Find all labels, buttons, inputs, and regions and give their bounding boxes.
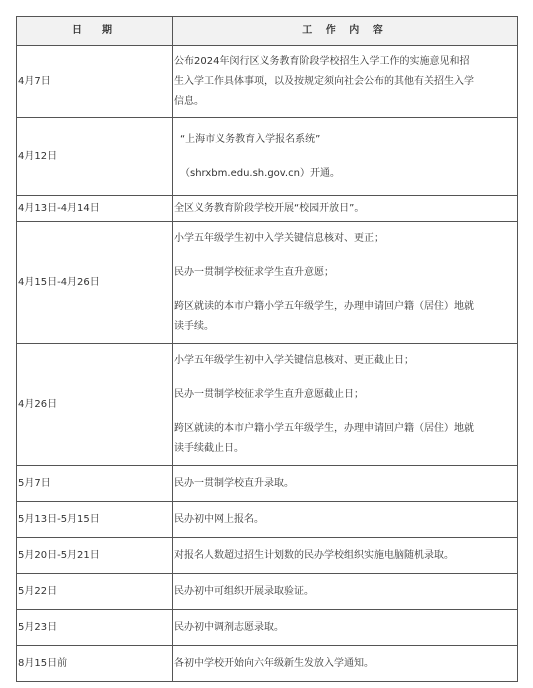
table-row bbox=[17, 610, 518, 646]
table-row bbox=[17, 574, 518, 610]
table-row bbox=[17, 502, 518, 538]
enrollment-schedule-table bbox=[16, 16, 518, 682]
date-cell: 5月7日 bbox=[17, 466, 173, 502]
content-line: 小学五年级学生初中入学关键信息核对、更正； bbox=[174, 232, 384, 244]
content-line: （shrxbm.edu.sh.gov.cn）开通。 bbox=[180, 167, 340, 179]
content-line: 生入学工作具体事项，以及按规定须向社会公布的其他有关招生入学 bbox=[174, 75, 474, 87]
content-cell: 各初中学校开始向六年级新生发放入学通知。 bbox=[173, 646, 518, 682]
table-header-row bbox=[17, 17, 518, 46]
table-row bbox=[17, 196, 518, 222]
table-row bbox=[17, 466, 518, 502]
date-cell: 8月15日前 bbox=[17, 646, 173, 682]
content-line: 民办一贯制学校征求学生直升意愿截止日； bbox=[174, 388, 364, 400]
table-row bbox=[17, 222, 518, 344]
content-cell bbox=[173, 46, 518, 118]
content-cell bbox=[173, 344, 518, 466]
content-cell: 民办初中网上报名。 bbox=[173, 502, 518, 538]
table-row bbox=[17, 118, 518, 196]
content-cell bbox=[173, 222, 518, 344]
content-cell: 全区义务教育阶段学校开展“校园开放日”。 bbox=[173, 196, 518, 222]
date-cell: 4月26日 bbox=[17, 344, 173, 466]
date-cell: 4月15日-4月26日 bbox=[17, 222, 173, 344]
content-column-header: 工 作 内 容 bbox=[173, 17, 518, 46]
date-cell: 4月12日 bbox=[17, 118, 173, 196]
content-line: 读手续。 bbox=[174, 320, 214, 332]
table-row bbox=[17, 646, 518, 682]
content-cell bbox=[173, 118, 518, 196]
content-cell: 民办初中可组织开展录取验证。 bbox=[173, 574, 518, 610]
date-cell: 5月13日-5月15日 bbox=[17, 502, 173, 538]
content-line: 跨区就读的本市户籍小学五年级学生，办理申请回户籍（居住）地就 bbox=[174, 422, 474, 434]
date-cell: 5月23日 bbox=[17, 610, 173, 646]
content-cell: 对报名人数超过招生计划数的民办学校组织实施电脑随机录取。 bbox=[173, 538, 518, 574]
date-cell: 4月7日 bbox=[17, 46, 173, 118]
table-row bbox=[17, 46, 518, 118]
content-line: “上海市义务教育入学报名系统” bbox=[180, 133, 321, 145]
content-line: 公布2024年闵行区义务教育阶段学校招生入学工作的实施意见和招 bbox=[174, 55, 470, 67]
content-line: 民办一贯制学校征求学生直升意愿； bbox=[174, 266, 334, 278]
date-column-header: 日 期 bbox=[17, 17, 173, 46]
date-cell: 5月22日 bbox=[17, 574, 173, 610]
date-cell: 4月13日-4月14日 bbox=[17, 196, 173, 222]
table-row bbox=[17, 538, 518, 574]
table-row bbox=[17, 344, 518, 466]
content-cell: 民办一贯制学校直升录取。 bbox=[173, 466, 518, 502]
content-line: 信息。 bbox=[174, 95, 204, 107]
content-line: 读手续截止日。 bbox=[174, 442, 244, 454]
content-line: 跨区就读的本市户籍小学五年级学生，办理申请回户籍（居住）地就 bbox=[174, 300, 474, 312]
date-cell: 5月20日-5月21日 bbox=[17, 538, 173, 574]
content-cell: 民办初中调剂志愿录取。 bbox=[173, 610, 518, 646]
content-line: 小学五年级学生初中入学关键信息核对、更正截止日； bbox=[174, 354, 414, 366]
